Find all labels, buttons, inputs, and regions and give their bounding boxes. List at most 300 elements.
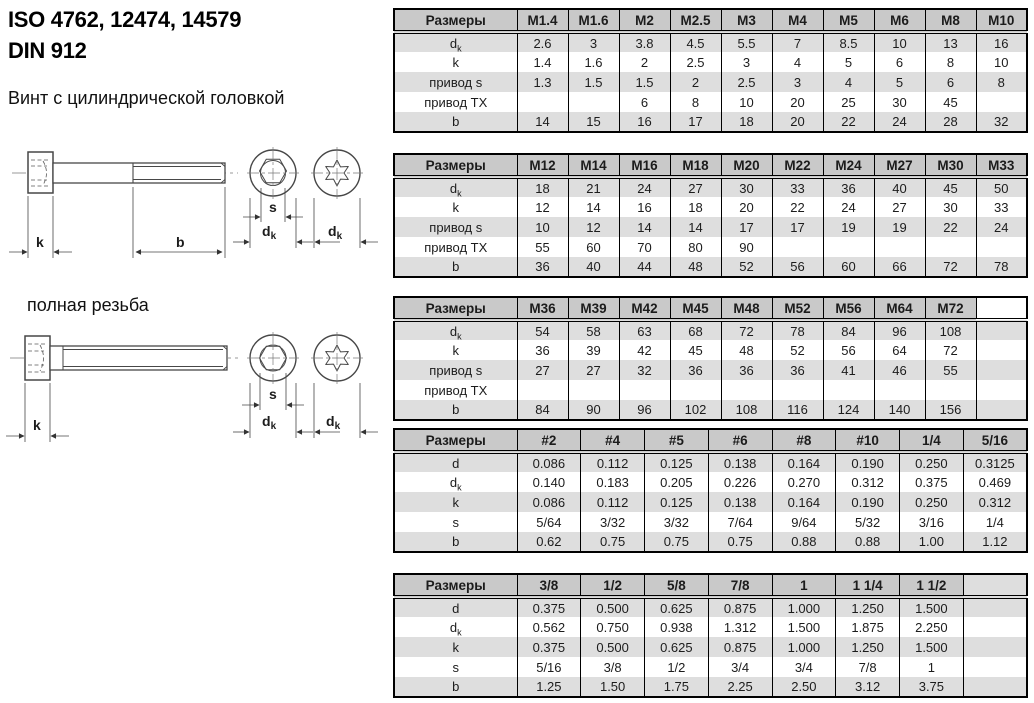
dimension-value: 10	[721, 92, 772, 112]
standards-title	[8, 4, 241, 66]
dimension-value: 102	[670, 400, 721, 420]
empty-cell	[963, 597, 1027, 617]
row-label: d	[394, 452, 517, 472]
dimension-value: 19	[823, 217, 874, 237]
dimension-value: 0.375	[900, 472, 964, 492]
dimension-value: 18	[517, 177, 568, 197]
dimension-row	[394, 340, 1027, 360]
dimension-value: 0.88	[772, 532, 836, 552]
row-label: привод s	[394, 72, 517, 92]
column-header: #2	[517, 429, 581, 452]
column-header: M30	[925, 154, 976, 177]
dimension-value: 0.086	[517, 492, 581, 512]
dimension-value: 45	[925, 177, 976, 197]
dimension-value: 0.140	[517, 472, 581, 492]
product-name: Винт с цилиндрической головкой	[8, 88, 285, 108]
dimension-value: 24	[619, 177, 670, 197]
dimension-value: 0.138	[708, 452, 772, 472]
column-header: M5	[823, 9, 874, 32]
column-header: M2	[619, 9, 670, 32]
row-label: b	[394, 400, 517, 420]
row-label: s	[394, 657, 517, 677]
dimension-value: 1/2	[645, 657, 709, 677]
imperial-table-numbered	[393, 428, 1028, 553]
dimension-value: 56	[823, 340, 874, 360]
dimension-value: 124	[823, 400, 874, 420]
dimension-value: 90	[721, 237, 772, 257]
dimension-value: 5	[874, 72, 925, 92]
column-header: M36	[517, 297, 568, 320]
column-header: M72	[925, 297, 976, 320]
dimension-value: 21	[568, 177, 619, 197]
dimension-value: 1.5	[619, 72, 670, 92]
dimension-row	[394, 32, 1027, 52]
dimension-value: 52	[721, 257, 772, 277]
dimension-value: 90	[568, 400, 619, 420]
header-row	[394, 297, 1027, 320]
dimension-value: 27	[874, 197, 925, 217]
dimension-value: 3/4	[708, 657, 772, 677]
column-header: M24	[823, 154, 874, 177]
dimension-value: 0.190	[836, 492, 900, 512]
dimension-value: 20	[772, 92, 823, 112]
dimension-row	[394, 617, 1027, 637]
dimension-value: 0.62	[517, 532, 581, 552]
dimension-value: 10	[874, 32, 925, 52]
column-header: M20	[721, 154, 772, 177]
size-label-header: Размеры	[394, 429, 517, 452]
dimension-value: 2	[670, 72, 721, 92]
dimension-value: 60	[568, 237, 619, 257]
dimension-row	[394, 532, 1027, 552]
dimension-value: 39	[568, 340, 619, 360]
dimension-value: 6	[619, 92, 670, 112]
dimension-value: 7/64	[708, 512, 772, 532]
dimension-value: 108	[925, 320, 976, 340]
dimension-value: 0.3125	[963, 452, 1027, 472]
row-label: k	[394, 637, 517, 657]
column-header: 1	[772, 574, 836, 597]
dimension-value: 55	[925, 360, 976, 380]
dimension-row	[394, 380, 1027, 400]
dimension-value: 96	[874, 320, 925, 340]
dim-label-dk: $d_k$	[262, 413, 277, 432]
column-header: 1/4	[900, 429, 964, 452]
metric-table-m36-m72	[393, 296, 1028, 421]
dimension-value	[670, 380, 721, 400]
column-header: M16	[619, 154, 670, 177]
dimension-value: 28	[925, 112, 976, 132]
dimension-value: 18	[670, 197, 721, 217]
dimension-value: 41	[823, 360, 874, 380]
dimension-value: 5/16	[517, 657, 581, 677]
dim-label-dk: $d_k$	[328, 223, 343, 242]
dim-label-dk: $d_k$	[262, 223, 277, 242]
column-header: M22	[772, 154, 823, 177]
dimension-value: 0.625	[645, 597, 709, 617]
dimension-value: 55	[517, 237, 568, 257]
dimension-value: 1	[900, 657, 964, 677]
dimension-value: 72	[925, 340, 976, 360]
dimension-value	[619, 380, 670, 400]
dimension-value: 60	[823, 257, 874, 277]
dimension-value: 20	[772, 112, 823, 132]
dimension-value: 54	[517, 320, 568, 340]
dimension-value: 0.164	[772, 492, 836, 512]
dimension-value	[721, 380, 772, 400]
dimension-value: 108	[721, 400, 772, 420]
dimension-value: 40	[568, 257, 619, 277]
dimension-value: 32	[619, 360, 670, 380]
dimension-value: 19	[874, 217, 925, 237]
dimension-value: 14	[568, 197, 619, 217]
column-header: M3	[721, 9, 772, 32]
dimension-value	[568, 380, 619, 400]
dimension-value: 1.75	[645, 677, 709, 697]
row-label: привод TX	[394, 237, 517, 257]
dimension-row	[394, 637, 1027, 657]
metric-table-m1p4-m10	[393, 8, 1028, 133]
dimension-value: 14	[619, 217, 670, 237]
dimension-value: 0.183	[581, 472, 645, 492]
dimension-value: 1.312	[708, 617, 772, 637]
row-label: $d_k$	[394, 320, 517, 340]
dimension-row	[394, 112, 1027, 132]
dimension-value: 156	[925, 400, 976, 420]
dimension-row	[394, 237, 1027, 257]
column-header: M2.5	[670, 9, 721, 32]
column-header: 3/8	[517, 574, 581, 597]
size-label-header: Размеры	[394, 297, 517, 320]
dimension-value: 8	[925, 52, 976, 72]
column-header: #10	[836, 429, 900, 452]
dimension-value: 0.312	[963, 492, 1027, 512]
dimension-value: 10	[976, 52, 1027, 72]
dimension-value: 22	[772, 197, 823, 217]
dimension-value: 1.5	[568, 72, 619, 92]
dimension-value: 22	[823, 112, 874, 132]
dimension-value: 45	[670, 340, 721, 360]
dimension-value: 17	[721, 217, 772, 237]
column-header: M10	[976, 9, 1027, 32]
column-header: #4	[581, 429, 645, 452]
column-header: M12	[517, 154, 568, 177]
dimension-value: 0.375	[517, 597, 581, 617]
dimension-value: 42	[619, 340, 670, 360]
dimension-value: 66	[874, 257, 925, 277]
column-header: M64	[874, 297, 925, 320]
column-header: M4	[772, 9, 823, 32]
dimension-value: 2.250	[900, 617, 964, 637]
dimension-value: 2.50	[772, 677, 836, 697]
dimension-value: 0.750	[581, 617, 645, 637]
dimension-value: 7/8	[836, 657, 900, 677]
dimension-value: 8	[976, 72, 1027, 92]
dimension-value: 1.00	[900, 532, 964, 552]
dimension-value: 8	[670, 92, 721, 112]
dimension-value: 0.469	[963, 472, 1027, 492]
dim-label-dk: $d_k$	[326, 413, 341, 432]
dimension-value: 140	[874, 400, 925, 420]
dimension-value: 32	[976, 112, 1027, 132]
dimension-value: 4.5	[670, 32, 721, 52]
dimension-value: 24	[874, 112, 925, 132]
dimension-value: 80	[670, 237, 721, 257]
size-label-header: Размеры	[394, 9, 517, 32]
dimension-value: 2.25	[708, 677, 772, 697]
header-row	[394, 574, 1027, 597]
dimension-value: 48	[721, 340, 772, 360]
dimension-value: 84	[823, 320, 874, 340]
dimension-value: 3/8	[581, 657, 645, 677]
column-header: 1 1/4	[836, 574, 900, 597]
dimension-value	[976, 92, 1027, 112]
dimension-row	[394, 597, 1027, 617]
dimension-value: 0.75	[581, 532, 645, 552]
column-header: M8	[925, 9, 976, 32]
dimension-value: 46	[874, 360, 925, 380]
dim-label-k: k	[33, 417, 41, 433]
dimension-value: 8.5	[823, 32, 874, 52]
dimension-value: 15	[568, 112, 619, 132]
dimension-value: 9/64	[772, 512, 836, 532]
dimension-row	[394, 492, 1027, 512]
dimension-value: 68	[670, 320, 721, 340]
column-header: M42	[619, 297, 670, 320]
dimension-value	[517, 380, 568, 400]
dimension-value: 1.4	[517, 52, 568, 72]
dimension-value: 10	[517, 217, 568, 237]
empty-cell	[963, 637, 1027, 657]
dimension-value	[517, 92, 568, 112]
dimension-value: 78	[976, 257, 1027, 277]
dimension-value	[925, 237, 976, 257]
row-label: привод TX	[394, 380, 517, 400]
empty-cell	[976, 380, 1027, 400]
dim-label-k: k	[36, 234, 44, 250]
dimension-row	[394, 657, 1027, 677]
dimension-value: 1.250	[836, 597, 900, 617]
dimension-value: 0.190	[836, 452, 900, 472]
dimension-value: 0.125	[645, 452, 709, 472]
size-label-header: Размеры	[394, 154, 517, 177]
row-label: привод TX	[394, 92, 517, 112]
dimension-value	[823, 237, 874, 257]
dimension-value: 0.226	[708, 472, 772, 492]
column-header: M1.6	[568, 9, 619, 32]
iso-standards-line: ISO 4762, 12474, 14579	[8, 7, 242, 32]
column-header: M56	[823, 297, 874, 320]
dimension-value: 3.12	[836, 677, 900, 697]
dimension-value	[925, 380, 976, 400]
dimension-row	[394, 177, 1027, 197]
dimension-value: 16	[619, 197, 670, 217]
dimension-value: 12	[568, 217, 619, 237]
dimension-value: 1.250	[836, 637, 900, 657]
dimension-value: 3/32	[645, 512, 709, 532]
dimension-value: 1.875	[836, 617, 900, 637]
dimension-row	[394, 257, 1027, 277]
dimension-value: 0.164	[772, 452, 836, 472]
dimension-value: 6	[874, 52, 925, 72]
dimension-value: 0.500	[581, 637, 645, 657]
dimension-value: 84	[517, 400, 568, 420]
row-label: привод s	[394, 217, 517, 237]
dimension-value: 33	[976, 197, 1027, 217]
dimension-value: 56	[772, 257, 823, 277]
row-label: k	[394, 52, 517, 72]
row-label: d	[394, 597, 517, 617]
dimension-value: 3/32	[581, 512, 645, 532]
imperial-table-fractional	[393, 573, 1028, 698]
dim-label-s: s	[269, 199, 277, 215]
dimension-value: 1/4	[963, 512, 1027, 532]
dimension-value: 30	[721, 177, 772, 197]
row-label: $d_k$	[394, 617, 517, 637]
dimension-row	[394, 512, 1027, 532]
dimension-value: 0.500	[581, 597, 645, 617]
dimension-value: 13	[925, 32, 976, 52]
dimension-value: 2.5	[721, 72, 772, 92]
dimension-value: 0.112	[581, 452, 645, 472]
row-label: k	[394, 492, 517, 512]
dimension-value: 0.086	[517, 452, 581, 472]
dimension-value: 0.375	[517, 637, 581, 657]
dimension-value: 78	[772, 320, 823, 340]
dimension-value: 0.125	[645, 492, 709, 512]
screw-drawing-partial-thread	[0, 140, 390, 300]
empty-cell	[963, 657, 1027, 677]
dimension-value: 1.500	[900, 637, 964, 657]
dimension-value: 0.205	[645, 472, 709, 492]
dimension-value: 48	[670, 257, 721, 277]
dimension-value: 116	[772, 400, 823, 420]
dimension-value: 36	[670, 360, 721, 380]
empty-cell	[976, 320, 1027, 340]
dimension-value: 4	[823, 72, 874, 92]
dimension-value: 40	[874, 177, 925, 197]
dimension-value: 30	[925, 197, 976, 217]
dimension-value: 12	[517, 197, 568, 217]
column-header: M27	[874, 154, 925, 177]
dimension-value: 52	[772, 340, 823, 360]
dimension-value: 0.75	[645, 532, 709, 552]
dimension-value	[874, 380, 925, 400]
dimension-value: 20	[721, 197, 772, 217]
dimension-value: 1.6	[568, 52, 619, 72]
dimension-value: 3	[772, 72, 823, 92]
row-label: $d_k$	[394, 177, 517, 197]
empty-column-header	[963, 574, 1027, 597]
dimension-row	[394, 400, 1027, 420]
row-label: b	[394, 532, 517, 552]
dimension-value: 72	[925, 257, 976, 277]
row-label: b	[394, 257, 517, 277]
column-header: 1 1/2	[900, 574, 964, 597]
dimension-value: 0.875	[708, 597, 772, 617]
dimension-row	[394, 360, 1027, 380]
dimension-value: 5	[823, 52, 874, 72]
dimension-row	[394, 217, 1027, 237]
dimension-value: 0.625	[645, 637, 709, 657]
dimension-value	[772, 237, 823, 257]
dimension-value: 4	[772, 52, 823, 72]
column-header: #8	[772, 429, 836, 452]
dimension-value: 5/64	[517, 512, 581, 532]
column-header: M48	[721, 297, 772, 320]
column-header: 5/8	[645, 574, 709, 597]
dimension-value: 1.3	[517, 72, 568, 92]
dimension-value: 2	[619, 52, 670, 72]
row-label: привод s	[394, 360, 517, 380]
dim-label-s: s	[269, 386, 277, 402]
empty-cell	[976, 400, 1027, 420]
dimension-value: 0.938	[645, 617, 709, 637]
column-header: M1.4	[517, 9, 568, 32]
dimension-value: 0.562	[517, 617, 581, 637]
dimension-value: 1.500	[772, 617, 836, 637]
dimension-value: 3/4	[772, 657, 836, 677]
dimension-value: 36	[772, 360, 823, 380]
dimension-value	[772, 380, 823, 400]
dimension-value: 3.75	[900, 677, 964, 697]
dimension-value: 18	[721, 112, 772, 132]
dimension-value: 3	[568, 32, 619, 52]
metric-table-m12-m33	[393, 153, 1028, 278]
dimension-value: 17	[670, 112, 721, 132]
dimension-row	[394, 52, 1027, 72]
dimension-value: 45	[925, 92, 976, 112]
column-header: M18	[670, 154, 721, 177]
dimension-value: 30	[874, 92, 925, 112]
dimension-value: 2.5	[670, 52, 721, 72]
row-label: $d_k$	[394, 472, 517, 492]
dimension-value: 36	[721, 360, 772, 380]
dimension-value: 0.270	[772, 472, 836, 492]
dimension-value: 2.6	[517, 32, 568, 52]
dimension-value: 16	[619, 112, 670, 132]
dimension-value: 36	[517, 340, 568, 360]
dimension-value	[874, 237, 925, 257]
dimension-value	[823, 380, 874, 400]
column-header: 5/16	[963, 429, 1027, 452]
dimension-value: 1.000	[772, 597, 836, 617]
dimension-value: 25	[823, 92, 874, 112]
dimension-value: 3.8	[619, 32, 670, 52]
row-label: k	[394, 340, 517, 360]
dimension-value: 72	[721, 320, 772, 340]
dimension-value: 5.5	[721, 32, 772, 52]
dimension-value: 63	[619, 320, 670, 340]
screw-drawing-full-thread	[0, 328, 390, 463]
row-label: b	[394, 112, 517, 132]
dimension-value: 14	[670, 217, 721, 237]
dim-label-b: b	[176, 234, 185, 250]
empty-column-header	[976, 297, 1027, 320]
dimension-value: 0.250	[900, 452, 964, 472]
column-header: M52	[772, 297, 823, 320]
dimension-value: 7	[772, 32, 823, 52]
dimension-row	[394, 677, 1027, 697]
din-standard-line: DIN 912	[8, 38, 87, 63]
column-header: 7/8	[708, 574, 772, 597]
dimension-value: 27	[568, 360, 619, 380]
empty-cell	[963, 617, 1027, 637]
dimension-row	[394, 197, 1027, 217]
dimension-row	[394, 452, 1027, 472]
column-header: M6	[874, 9, 925, 32]
dimension-value: 0.250	[900, 492, 964, 512]
